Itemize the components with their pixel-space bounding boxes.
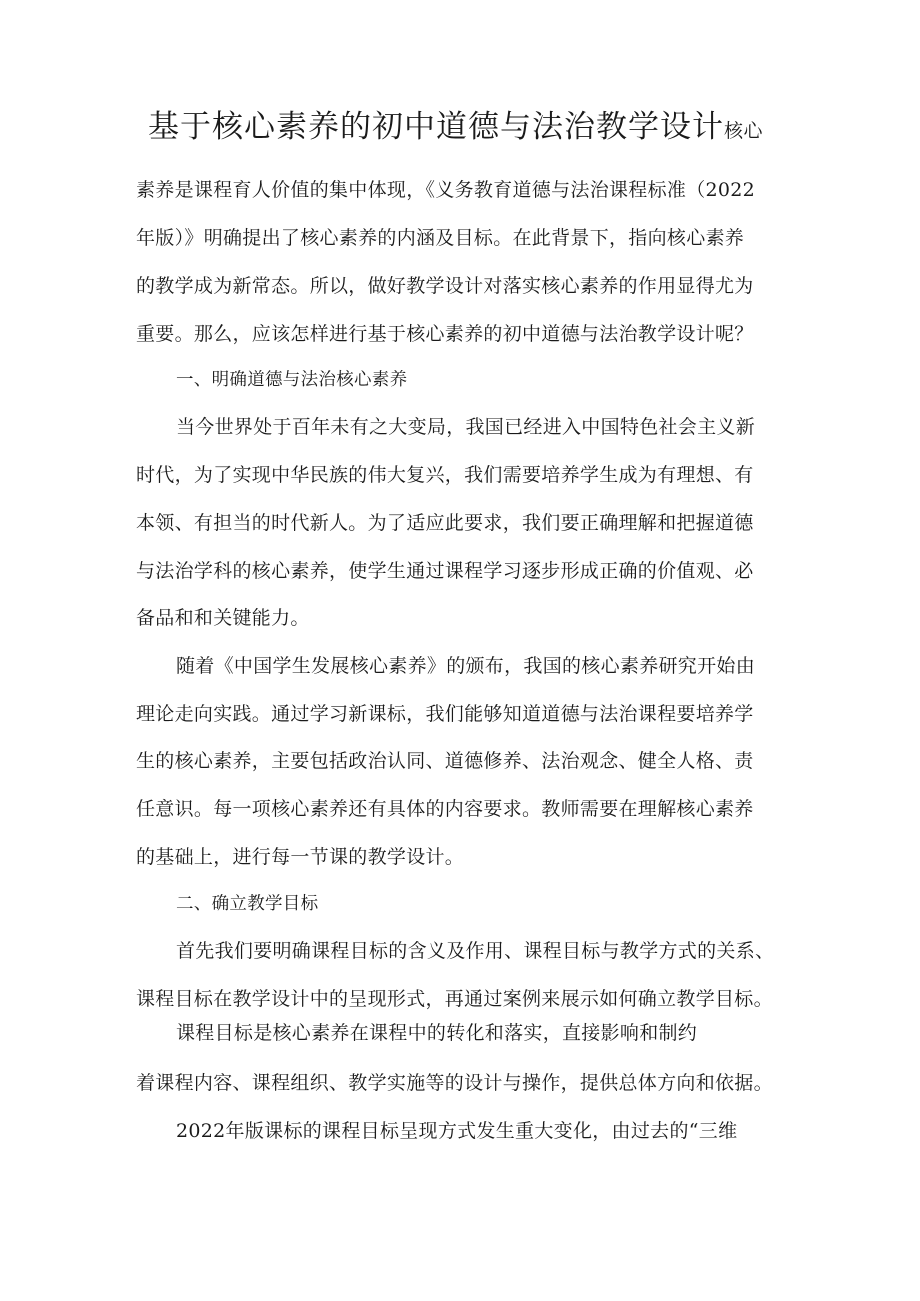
document-title xyxy=(148,109,764,145)
paragraph-line: 当今世界处于百年未有之大变局，我国已经进入中国特色社会主义新 xyxy=(176,416,756,438)
paragraph-line: 年版）》明确提出了核心素养的内涵及目标。在此背景下，指向核心素养 xyxy=(136,227,745,249)
paragraph-line: 素养是课程育人价值的集中体现，《义务教育道德与法治课程标准（2022 xyxy=(136,179,756,201)
paragraph-line: 本领、有担当的时代新人。为了适应此要求，我们要正确理解和把握道德 xyxy=(136,512,754,534)
paragraph-line: 的教学成为新常态。所以，做好教学设计对落实核心素养的作用显得尤为 xyxy=(136,275,754,297)
paragraph-line: 时代，为了实现中华民族的伟大复兴，我们需要培养学生成为有理想、有 xyxy=(136,464,754,486)
paragraph-line: 课程目标是核心素养在课程中的转化和落实，直接影响和制约 xyxy=(176,1022,698,1044)
paragraph-line: 随着《中国学生发展核心素养》的颁布，我国的核心素养研究开始由 xyxy=(176,655,756,677)
paragraph-line: 着课程内容、课程组织、教学实施等的设计与操作，提供总体方向和依据。 xyxy=(136,1072,773,1094)
paragraph-line: 2022年版课标的课程目标呈现方式发生重大变化，由过去的“三维 xyxy=(176,1120,738,1142)
paragraph-line: 与法治学科的核心素养，使学生通过课程学习逐步形成正确的价值观、必 xyxy=(136,560,754,582)
paragraph-line: 的基础上，进行每一节课的教学设计。 xyxy=(136,846,465,868)
paragraph-line: 生的核心素养，主要包括政治认同、道德修养、法治观念、健全人格、责 xyxy=(136,750,754,772)
paragraph-line: 重要。那么，应该怎样进行基于核心素养的初中道德与法治教学设计呢？ xyxy=(136,323,754,345)
paragraph-line: 备品和和关键能力。 xyxy=(136,607,310,629)
paragraph-line: 任意识。每一项核心素养还有具体的内容要求。教师需要在理解核心素养 xyxy=(136,798,754,820)
paragraph-line: 课程目标在教学设计中的呈现形式，再通过案例来展示如何确立教学目标。 xyxy=(136,988,773,1010)
title-main: 基于核心素养的初中道德与法治教学设计 xyxy=(148,109,724,145)
paragraph-line: 理论走向实践。通过学习新课标，我们能够知道道德与法治课程要培养学 xyxy=(136,703,754,725)
paragraph-line: 首先我们要明确课程目标的含义及作用、课程目标与教学方式的关系、 xyxy=(176,940,775,962)
section-heading: 二、确立教学目标 xyxy=(176,894,319,914)
title-tail: 核心 xyxy=(724,120,764,142)
section-heading: 一、明确道德与法治核心素养 xyxy=(176,370,408,390)
